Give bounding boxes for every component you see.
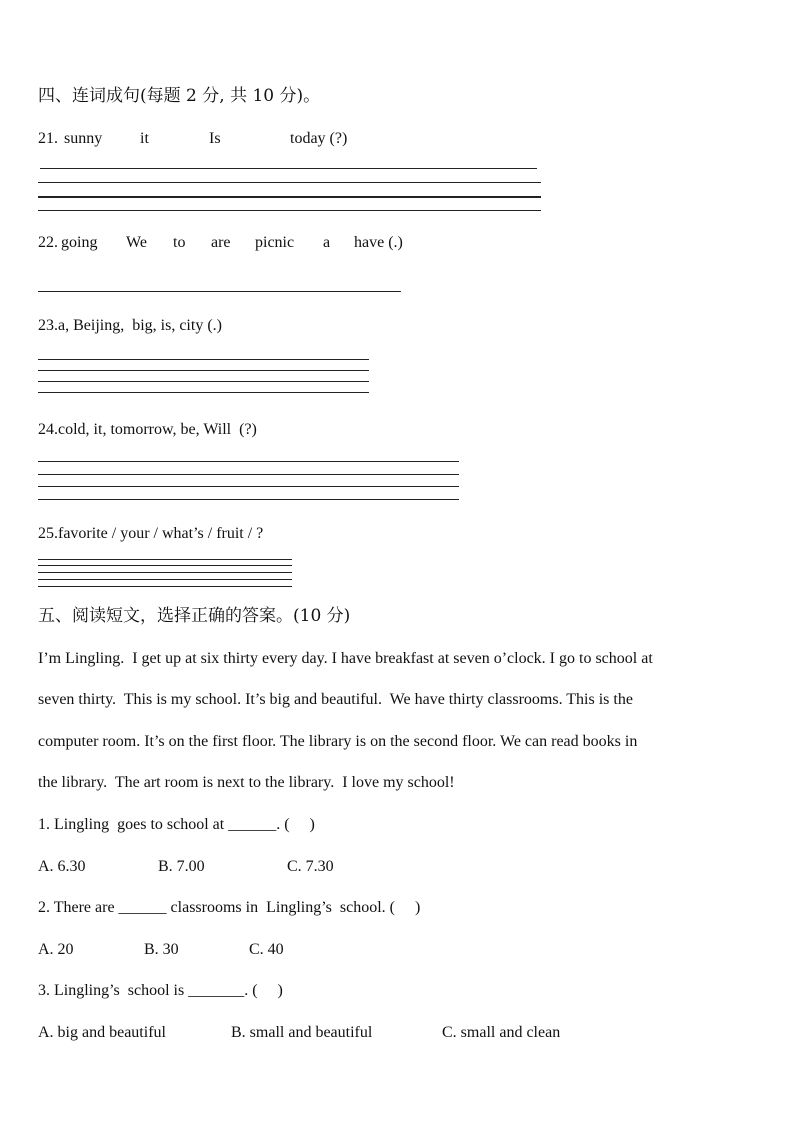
q22-word: a (323, 234, 331, 251)
question-23: 23.a, Beijing, big, is, city (.) (38, 317, 222, 334)
question-25: 25.favorite / your / what’s / fruit / ? (38, 525, 264, 542)
option-a[interactable]: A. 6.30 (38, 858, 86, 875)
answer-line[interactable] (38, 559, 292, 560)
answer-line[interactable] (38, 486, 459, 487)
q22-word: are (211, 234, 231, 251)
passage-line: the library. The art room is next to the library. I love my school! (38, 774, 455, 791)
answer-line[interactable] (38, 359, 369, 360)
answer-line[interactable] (38, 210, 541, 211)
answer-line[interactable] (38, 474, 459, 475)
option-a[interactable]: A. big and beautiful (38, 1024, 166, 1041)
option-c[interactable]: C. small and clean (442, 1024, 561, 1041)
answer-line[interactable] (38, 572, 292, 573)
answer-line[interactable] (38, 392, 369, 393)
option-b[interactable]: B. small and beautiful (231, 1024, 373, 1041)
reading-question-3: 3. Lingling’s school is _______. ( ) (38, 982, 283, 999)
q21-word: sunny (64, 130, 103, 147)
q22-word: We (126, 234, 147, 251)
answer-line[interactable] (38, 381, 369, 382)
q22-word: picnic (255, 234, 295, 251)
passage-line: computer room. It’s on the first floor. The library is on the second floor. We can read books in (38, 733, 638, 750)
passage-line: I’m Lingling. I get up at six thirty every day. I have breakfast at seven o’clock. I go to school at (38, 650, 653, 667)
q22-word: to (173, 234, 186, 251)
answer-line[interactable] (38, 461, 459, 462)
answer-line[interactable] (38, 499, 459, 500)
section5-title: 五、阅读短文，选择正确的答案。(10 分) (38, 606, 351, 626)
section4-title: 四、连词成句(每题 2 分, 共 10 分)。 (38, 86, 321, 106)
q22-word: going (61, 234, 98, 251)
reading-question-2: 2. There are ______ classrooms in Lingling’s school. ( ) (38, 899, 421, 916)
q22-word: have (.) (354, 234, 403, 251)
answer-line[interactable] (38, 196, 541, 198)
reading-question-1: 1. Lingling goes to school at ______. ( ) (38, 816, 315, 833)
option-c[interactable]: C. 40 (249, 941, 284, 958)
option-c[interactable]: C. 7.30 (287, 858, 334, 875)
q21-number: 21. (38, 130, 58, 147)
answer-line[interactable] (38, 182, 541, 183)
option-b[interactable]: B. 30 (144, 941, 179, 958)
q21-word: Is (209, 130, 221, 147)
answer-line[interactable] (38, 565, 292, 566)
q22-number: 22. (38, 234, 58, 251)
answer-line[interactable] (40, 168, 537, 169)
answer-line[interactable] (38, 291, 401, 292)
option-b[interactable]: B. 7.00 (158, 858, 205, 875)
answer-line[interactable] (38, 586, 292, 587)
q21-word: today (?) (290, 130, 348, 147)
q21-word: it (140, 130, 149, 147)
passage-line: seven thirty. This is my school. It’s big and beautiful. We have thirty classrooms. This is the (38, 691, 633, 708)
question-24: 24.cold, it, tomorrow, be, Will (?) (38, 421, 257, 438)
answer-line[interactable] (38, 370, 369, 371)
option-a[interactable]: A. 20 (38, 941, 74, 958)
answer-line[interactable] (38, 579, 292, 580)
